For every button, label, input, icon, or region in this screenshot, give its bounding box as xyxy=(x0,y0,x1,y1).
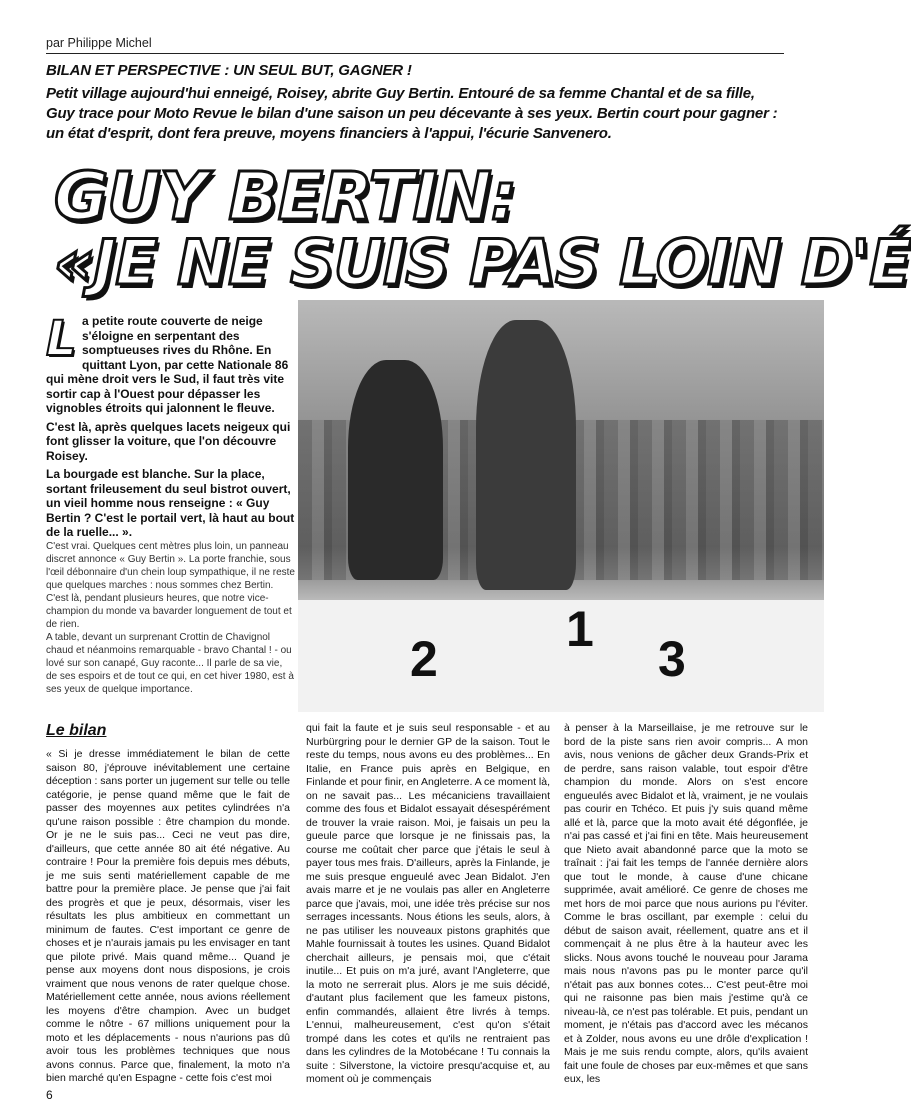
body-intro-paragraph-3: A table, devant un surprenant Crottin de Chavignol chaud et néanmoins remarquable - bravo Chantal ! - ou lové sur son canapé, Guy raconte... Il parle de sa vie, de ses espoirs et de tout ce qui, en cet hiver 1980, est à ses yeux de quelque importance. xyxy=(46,632,294,695)
lead-paragraph-1: a petite route couverte de neige s'éloigne en serpentant des somptueuses rives du Rhône. En quittant Lyon, par cette Nationale 86 qui mène droit vers le Sud, il faut très vite sortir cap à l'Ouest pour dépasser les vignobles étroits qui jalonnent le fleuve. xyxy=(46,314,289,415)
byline: par Philippe Michel xyxy=(46,36,152,50)
lead-text xyxy=(46,311,298,544)
photo-rider-left xyxy=(348,360,443,580)
section-title: Le bilan xyxy=(46,722,107,739)
kicker: BILAN ET PERSPECTIVE : UN SEUL BUT, GAGNER ! xyxy=(46,62,412,79)
page-number: 6 xyxy=(46,1088,53,1102)
intro-paragraph: Petit village aujourd'hui enneigé, Roisey, abrite Guy Bertin. Entouré de sa femme Chantal et de sa fille, Guy trace pour Moto Revue le bilan d'une saison un peu décevante à ses yeux. Bertin court pour gagner : un état d'esprit, dont fera preuve, moyens financiers à l'appui, l'écurie Sanvenero. xyxy=(46,85,778,142)
podium-photo xyxy=(298,300,824,712)
podium-number-3: 3 xyxy=(658,631,686,687)
headline-line-1: GUY BERTIN: xyxy=(54,158,516,235)
body-intro-paragraph-1: C'est vrai. Quelques cent mètres plus loin, un panneau discret annonce « Guy Bertin ». La porte franchie, sous l'œil débonnaire d'un chein loup sympathique, il ne reste que quelques marches : nous sommes chez Bertin. xyxy=(46,541,295,591)
lead-paragraph-2: C'est là, après quelques lacets neigeux qui font glisser la voiture, que l'on découvre Roisey. xyxy=(46,419,291,463)
column-3-text: à penser à la Marseillaise, je me retrouve sur le bord de la piste sans rien avoir compris... A mon avis, nous venions de gâcher deux Grands-Prix et de perdre, sans raison valable, tout espoir d'être champion du monde. Alors on s'est encore engueulés avec Bidalot et là, vraiment, je ne voulais pas courir en Tchéco. Et puis j'y suis quand même allé et là, parce que la moto avait été dégonflée, je n'ai pas cassé et j'ai fini en tête. Mais heureusement que Nieto avait abandonné parce que la moto se traînait : j'ai fait les temps de l'année dernière alors que tout le monde, à cause d'une chicane supprimée, avait amélioré. Ce genre de choses me met hors de moi parce que nous aurions pu l'éviter. Comme le bras oscillant, par exemple : celui du début de saison avait, réellement, quatre ans et il commençait à ne plus être à la hauteur avec les slicks. Nous avons touché le nouveau pour Jarama mais nous n'avons pas pu le monter parce qu'il n'était pas aux bonnes cotes... C'est peut-être moi qui ne raisonne pas bien mais j'estime qu'à ce niveau-là, ce n'est pas tolérable. Et puis, pendant un moment, je n'étais pas d'accord avec les mécanos et à Zolder, nous avons eu une drôle d'explication ! Mais je me suis rendu compte, alors, qu'ils avaient fait une foule de choses par eux-mêmes et que sans eux, les xyxy=(564,722,808,1085)
body-intro-paragraph-2: C'est là, pendant plusieurs heures, que notre vice-champion du monde va bavarder longuement de tout et de rien. xyxy=(46,593,292,630)
photo-rider-center xyxy=(476,320,576,590)
photo-podium xyxy=(298,600,824,712)
column-1-text: « Si je dresse immédiatement le bilan de cette saison 80, j'éprouve inévitablement une certaine déception : sans porter un jugement sur telle ou telle catégorie, je pense quand même que le fait de passer des moyennes aux petites cylindrées n'a qu'une raison possible : être champion du monde. Or je ne le suis pas... Ceci ne veut pas dire, d'ailleurs, que cette année 80 ait été négative. Au contraire ! Pour la première fois depuis mes débuts, je me suis senti matériellement capable de me battre pour la première place. Je pense que j'ai fait des progrès et que je peux, désormais, viser les résultats les plus ambitieux en commettant un minimum de fautes. C'est important ce genre de choses et je n'aurais jamais pu les envisager en tant que pilote privé. Mais quand même... Quand je pense aux moyens dont nous disposions, je crois vraiment que nous venons de rater quelque chose. Matériellement cette année, nous avions réellement les moyens d'être champion. Avec un budget comme le nôtre - 67 millions uniquement pour la moto et les déplacements - nous n'aurions pas dû avoir tous les problèmes techniques que nous avons connus. Parce que, finalement, la moto n'a bien marché qu'en Espagne - cette fois c'est moi xyxy=(46,748,290,1084)
body-intro xyxy=(46,540,296,696)
text-column-3 xyxy=(564,722,808,1087)
podium-number-2: 2 xyxy=(410,631,438,687)
headline-line-2: «JE NE SUIS PAS LOIN D'É xyxy=(54,226,911,299)
column-2-text: qui fait la faute et je suis seul responsable - et au Nurbürgring pour le dernier GP de la saison. Tout le reste du temps, nous avons eu des problèmes... En Italie, en France puis après en Belgique, en Finlande et pour finir, en Angleterre. A ce moment là, on ne savait pas... Les mécaniciens travaillaient comme des fous et Bidalot essayait désespérément de trouver la vraie raison. Moi, je faisais un peu la gueule parce que lorsque je ne finissais pas, la course me coûtait cher parce que j'étais le seul à payer tous mes frais. D'ailleurs, après la Finlande, je me suis presque engueulé avec Jean Bidalot. J'en avais marre et je ne voulais pas aller en Angleterre parce que j'avais, moi, une idée très précise sur nos serrages incessants. Nous étions les seuls, alors, à ne pas utiliser les nouveaux pistons graphités que Mahle fournissait à toutes les usines. Quand Bidalot cherchait ailleurs, je pensais moi, que c'était inutile... Et puis on m'a juré, avant l'Angleterre, que la moto ne serrerait plus. Alors je me suis décidé, d'autant plus facilement que les fameux pistons, enfin commandés, allaient être livrés à temps. L'ennui, malheureusement, c'est qu'on s'était trompé dans les cotes et qu'ils ne rentraient pas dans les cylindres de la Motobécane ! Tu connais la suite : Silverstone, la victoire presqu'acquise et, au moment où je commençais xyxy=(306,722,550,1085)
text-column-2 xyxy=(306,722,550,1087)
text-column-1 xyxy=(46,748,290,1086)
podium-number-1: 1 xyxy=(566,601,594,657)
lead-paragraph-3: La bourgade est blanche. Sur la place, sortant frileusement du seul bistrot ouvert, un vieil homme nous renseigne : « Guy Bertin ? C'est le portail vert, là haut au bout de la ruelle... ». xyxy=(46,467,295,539)
header-rule xyxy=(46,53,784,54)
drop-cap: L xyxy=(46,311,77,367)
